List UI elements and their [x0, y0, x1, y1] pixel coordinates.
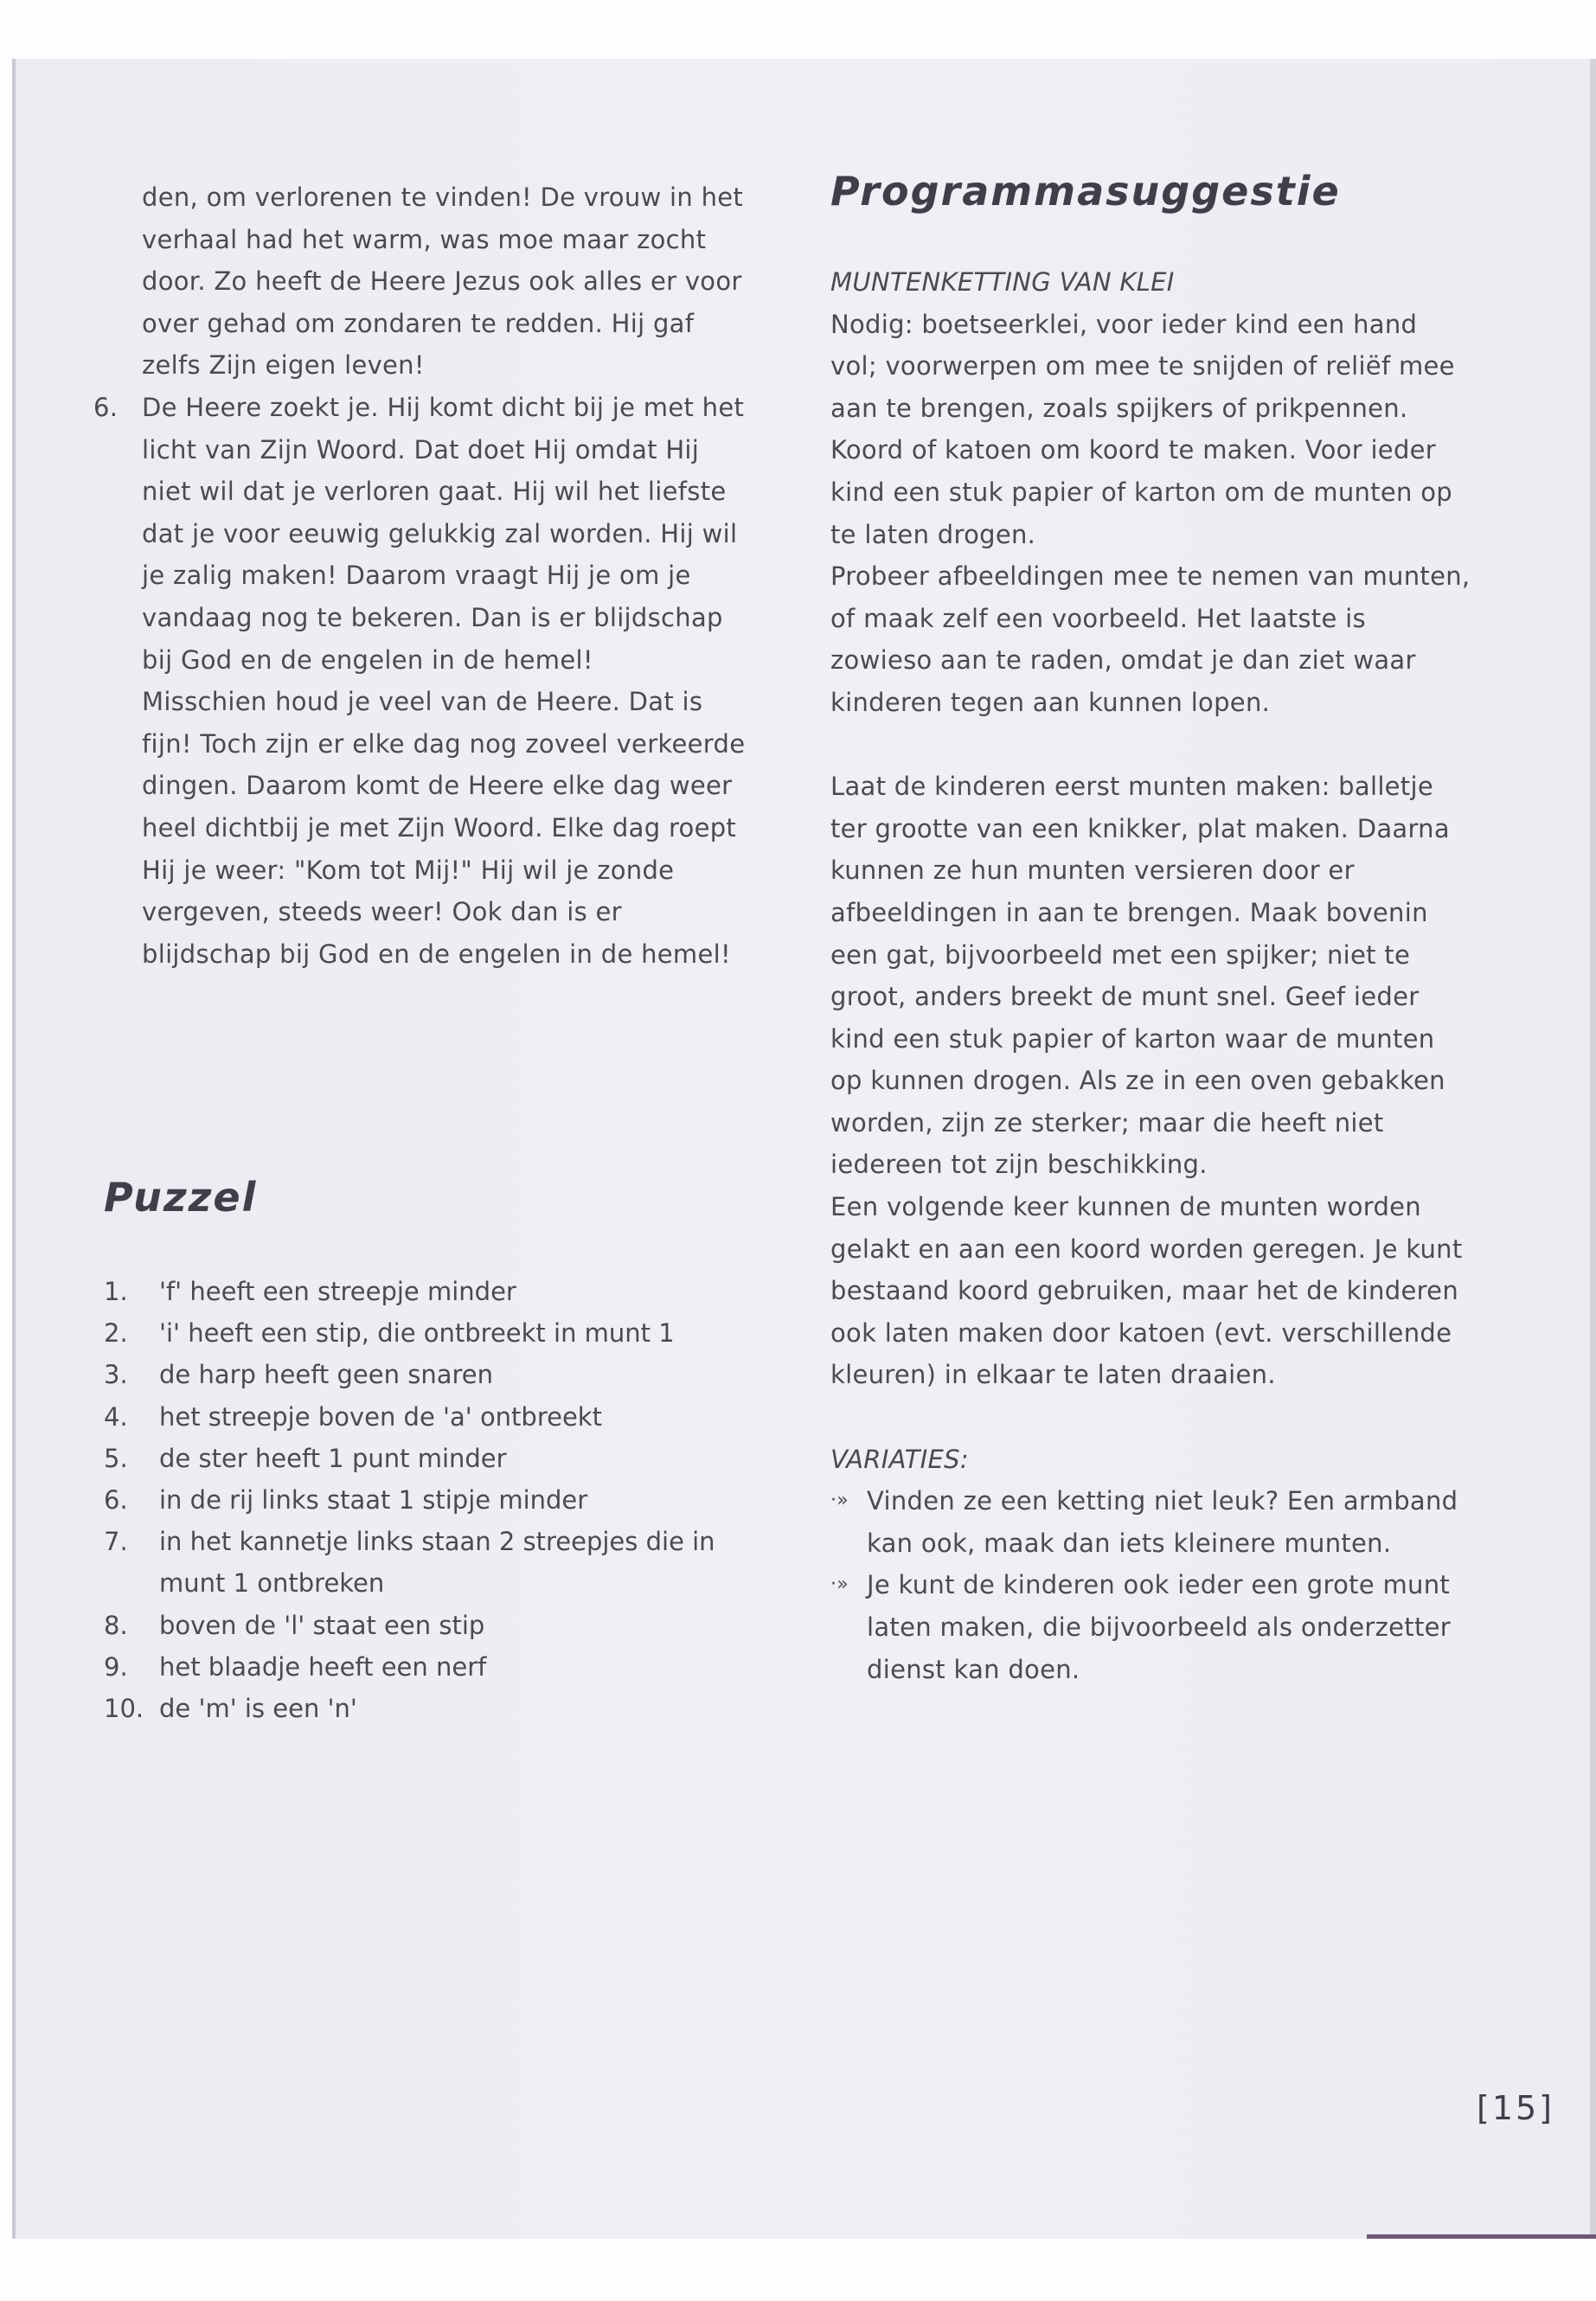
spacer [830, 724, 1471, 766]
list-text: in de rij links staat 1 stipje minder [159, 1485, 588, 1516]
list-text: 'f' heeft een streepje minder [159, 1277, 516, 1306]
list-item [104, 1271, 744, 1312]
tip-paragraph: Probeer afbeeldingen mee te nemen van munten, of maak zelf een voorbeeld. Het laatste is zowieso aan te raden, omdat je dan ziet waar kinderen tegen aan kunnen lopen. [830, 561, 1471, 717]
activity-subtitle: MUNTENKETTING VAN KLEI [830, 267, 1175, 297]
list-text: 'i' heeft een stip, die ontbreekt in munt 1 [159, 1318, 675, 1349]
programma-heading: Programmasuggestie [830, 168, 1341, 215]
list-number: 7. [104, 1527, 128, 1557]
list-number: 4. [104, 1401, 128, 1432]
list-text: in het kannetje links staan 2 streepjes die in munt 1 ontbreken [159, 1527, 715, 1599]
list-text: boven de 'l' staat een stip [159, 1610, 485, 1640]
bullet-icon: ·» [830, 1490, 849, 1512]
next-time-paragraph: Een volgende keer kunnen de munten worden gelakt en aan een koord worden geregen. Je kunt bestaand koord gebruiken, maar het de kinderen ook laten maken door katoen (evt. verschillende kleuren) in elkaar te laten draaien. [830, 1192, 1463, 1390]
list-text: het blaadje heeft een nerf [159, 1651, 487, 1682]
list-number: 3. [104, 1360, 128, 1390]
variation-item [830, 1480, 1471, 1564]
list-item [104, 1521, 744, 1604]
list-text: de harp heeft geen snaren [159, 1360, 493, 1390]
list-number: 5. [104, 1443, 128, 1473]
list-item [104, 1688, 744, 1729]
list-item [104, 1396, 744, 1438]
variation-text: Je kunt de kinderen ook ieder een grote munt laten maken, die bijvoorbeeld als onderzetter dienst kan doen. [867, 1570, 1451, 1684]
puzzel-heading: Puzzel [104, 1174, 258, 1221]
left-text-column [93, 176, 747, 975]
list-item [104, 1438, 744, 1479]
list-text: de 'm' is een 'n' [159, 1694, 357, 1724]
right-text-column [830, 261, 1471, 1690]
page-spine [12, 59, 16, 2239]
numbered-paragraph-6 [93, 387, 747, 681]
list-item [104, 1354, 744, 1395]
page-number: [15] [1477, 2089, 1555, 2127]
list-number: 2. [104, 1318, 128, 1349]
paragraph-number: 6. [93, 392, 119, 422]
bottom-edge-strip [1367, 2234, 1596, 2239]
puzzle-answer-list [104, 1271, 744, 1729]
intro-paragraph: den, om verlorenen te vinden! De vrouw in het verhaal had het warm, was moe maar zocht door. Zo heeft de Heere Jezus ook alles er voor over gehad om zondaren te redden. Hij gaf zelfs Zijn eigen leven! [142, 183, 744, 381]
variations-heading: VARIATIES: [830, 1444, 969, 1474]
instructions-paragraph: Laat de kinderen eerst munten maken: balletje ter grootte van een knikker, plat maken. Daarna kunnen ze hun munten versieren door er afbeeldingen in aan te brengen. Maak bovenin een gat, bijvoorbeeld met een spijker; niet te groot, anders breekt de munt snel. Geef ieder kind een stuk papier of karton waar de munten op kunnen drogen. Als ze in een oven gebakken worden, zijn ze sterker; maar die heeft niet iedereen tot zijn beschikking. [830, 772, 1450, 1180]
list-text: het streepje boven de 'a' ontbreekt [159, 1401, 602, 1432]
list-number: 1. [104, 1277, 128, 1306]
list-number: 9. [104, 1651, 128, 1682]
page-edge [1590, 59, 1596, 2239]
bullet-icon: ·» [830, 1574, 849, 1596]
list-item [104, 1312, 744, 1354]
list-number: 6. [104, 1485, 128, 1516]
list-item [104, 1646, 744, 1688]
materials-paragraph: Nodig: boetseerklei, voor ieder kind een hand vol; voorwerpen om mee te snijden of reliëf mee aan te brengen, zoals spijkers of prikpennen. Koord of katoen om koord te maken. Voor ieder kind een stuk papier of karton om de munten op te laten drogen. [830, 309, 1455, 549]
list-number: 8. [104, 1610, 128, 1640]
spacer [830, 1396, 1471, 1439]
closing-paragraph: Misschien houd je veel van de Heere. Dat is fijn! Toch zijn er elke dag nog zoveel verkeerde dingen. Daarom komt de Heere elke dag weer heel dichtbij je met Zijn Woord. Elke dag roept Hij je weer: "Kom tot Mij!" Hij wil je zonde vergeven, steeds weer! Ook dan is er blijdschap bij God en de engelen in de hemel! [142, 687, 746, 969]
list-item [104, 1605, 744, 1646]
list-number: 10. [104, 1694, 144, 1724]
variation-item [830, 1564, 1471, 1690]
paragraph-6-text: De Heere zoekt je. Hij komt dicht bij je met het licht van Zijn Woord. Dat doet Hij omdat Hij niet wil dat je verloren gaat. Hij wil het liefste dat je voor eeuwig gelukkig zal worden. Hij wil je zalig maken! Daarom vraagt Hij je om je vandaag nog te bekeren. Dan is er blijdschap bij God en de engelen in de hemel! [142, 392, 745, 675]
list-item [104, 1479, 744, 1521]
list-text: de ster heeft 1 punt minder [159, 1443, 507, 1473]
variation-text: Vinden ze een ketting niet leuk? Een armband kan ook, maak dan iets kleinere munten. [867, 1486, 1458, 1558]
